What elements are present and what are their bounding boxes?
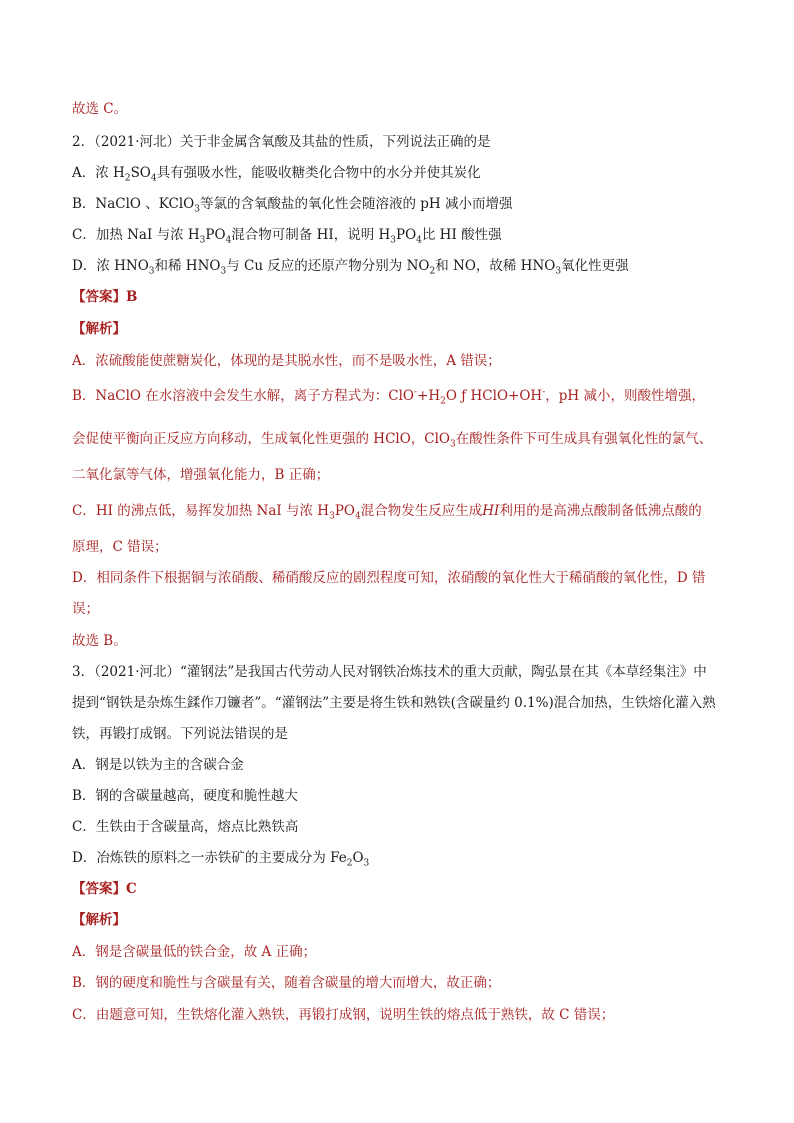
q2-explanation-b-line1: B．NaClO 在水溶液中会发生水解，离子方程式为：$ClO^-+H_2O$ ƒ HClO+OH-，pH 减小，则酸性增强，: [72, 387, 705, 407]
q2-stem: 2．（2021·河北）关于非金属含氧酸及其盐的性质，下列说法正确的是: [72, 134, 491, 150]
q3-analysis-label: 【解析】: [72, 912, 126, 928]
q3-option-d: D．冶炼铁的原料之一赤铁矿的主要成分为 $Fe_2O_3$: [72, 850, 370, 869]
q3-option-a: A．钢是以铁为主的含碳合金: [72, 757, 244, 773]
q2-answer: 【答案】B: [72, 289, 138, 305]
q2-explanation-c-line2: 原理，C 错误；: [72, 539, 168, 555]
q2-explanation-b-line3: 二氧化氯等气体，增强氧化能力，B 正确；: [72, 467, 330, 483]
q2-analysis-label: 【解析】: [72, 321, 126, 337]
q2-explanation-d-line2: 误；: [72, 601, 99, 617]
q2-explanation-b-line2: 会促使平衡向正反应方向移动，生成氧化性更强的 HClO，ClO$_3$在酸性条件下可生成具有强氧化性的氯气、: [72, 431, 713, 450]
q2-option-b: B．NaClO 、KClO$_3$等氯的含氧酸盐的氧化性会随溶液的 pH 减小而增强: [72, 196, 513, 215]
q2-option-a: A．浓 $H_2SO_4$具有强吸水性，能吸收糖类化合物中的水分并使其炭化: [72, 165, 481, 184]
q3-explanation-a: A．钢是含碳量低的铁合金，故 A 正确；: [72, 944, 317, 960]
q2-explanation-a: A．浓硫酸能使蔗糖炭化，体现的是其脱水性，而不是吸水性，A 错误；: [72, 353, 501, 369]
q3-explanation-b: B．钢的硬度和脆性与含碳量有关，随着含碳量的增大而增大，故正确；: [72, 975, 501, 991]
q3-stem-line3: 铁，再锻打成钢。下列说法错误的是: [72, 726, 288, 742]
q2-conclusion: 故选 B。: [72, 633, 127, 649]
q2-option-d: D．浓 $HNO_3$和稀 $HNO_3$与 Cu 反应的还原产物分别为 $NO_2$和 NO，故稀 $HNO_3$氧化性更强: [72, 258, 629, 277]
q2-option-c: C．加热 NaI 与浓 $H_3PO_4$混合物可制备 HI，说明 $H_3PO_4$比 HI 酸性强: [72, 227, 502, 246]
q3-option-b: B．钢的含碳量越高，硬度和脆性越大: [72, 788, 298, 804]
q3-stem-line2: 提到“钢铁是杂炼生鍒作刀镰者”。“灌钢法”主要是将生铁和熟铁(含碳量约 0.1%)混合加热，生铁熔化灌入熟: [72, 695, 716, 711]
q3-answer: 【答案】C: [72, 881, 137, 897]
q3-explanation-c: C．由题意可知，生铁熔化灌入熟铁，再锻打成钢，说明生铁的熔点低于熟铁，故 C 错误；: [72, 1007, 615, 1023]
q1-conclusion: 故选 C。: [72, 101, 128, 117]
q3-option-c: C．生铁由于含碳量高，熔点比熟铁高: [72, 819, 299, 835]
q2-explanation-c-line1: C．HI 的沸点低，易挥发加热 NaI 与浓 $H_3PO_4$混合物发生反应生成HI利用的是高沸点酸制备低沸点酸的: [72, 503, 702, 522]
q3-stem-line1: 3．（2021·河北）“灌钢法”是我国古代劳动人民对钢铁冶炼技术的重大贡献，陶弘景在其《本草经集注》中: [72, 664, 707, 680]
q2-explanation-d-line1: D．相同条件下根据铜与浓硝酸、稀硝酸反应的剧烈程度可知，浓硝酸的氧化性大于稀硝酸的氧化性，D 错: [72, 570, 706, 586]
